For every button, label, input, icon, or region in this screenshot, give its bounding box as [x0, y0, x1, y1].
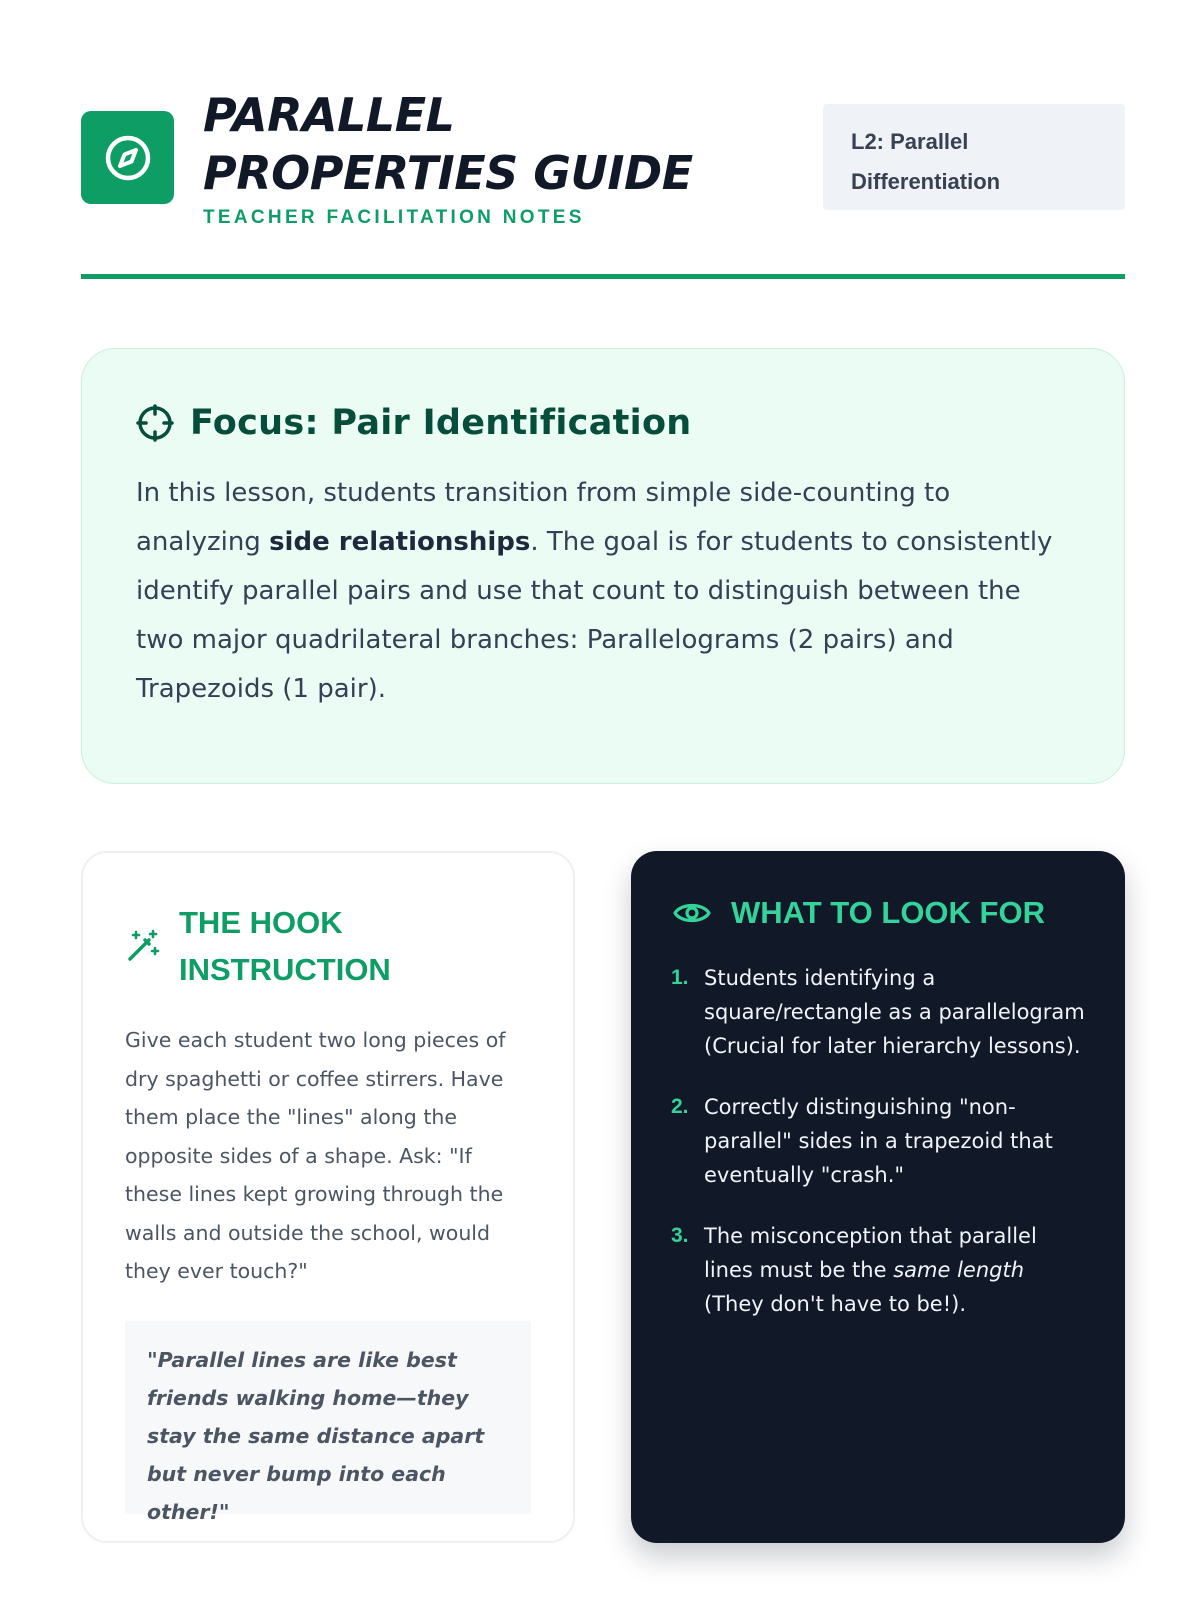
eye-icon [673, 898, 711, 928]
list-item-text: Students identifying a square/rectangle as a parallelogram (Crucial for later hierarchy lessons). [704, 966, 1085, 1058]
compass-icon [102, 132, 154, 184]
list-item-text-italic: same length [893, 1258, 1025, 1282]
page-title-line-2: PROPERTIES GUIDE [203, 146, 693, 200]
title-block [203, 86, 693, 229]
focus-text [136, 469, 1070, 714]
focus-text-part-2: . The goal is for students to consistently identify parallel pairs and use that count to distinguish between the two major quadrilateral branches: Parallelograms (2 pairs) and Trapezoids (1 pair). [136, 527, 1053, 704]
magic-wand-icon [125, 928, 161, 964]
header-divider [81, 274, 1125, 279]
lesson-badge [823, 104, 1125, 210]
list-item-number: 1. [671, 966, 689, 989]
crosshair-icon [136, 404, 174, 442]
hook-card [81, 851, 575, 1543]
list-item-number: 3. [671, 1224, 689, 1247]
list-item-text: Correctly distinguishing "non-parallel" sides in a trapezoid that eventually "crash." [704, 1095, 1053, 1187]
page-header [81, 86, 1125, 282]
hook-heading [125, 899, 531, 993]
hook-quote-text: "Parallel lines are like best friends walking home—they stay the same distance apart but never bump into each other!" [147, 1347, 485, 1524]
focus-title: Focus: Pair Identification [190, 403, 692, 443]
focus-text-bold: side relationships [269, 527, 531, 557]
lesson-badge-line-2: Differentiation [851, 169, 1001, 194]
hook-text: Give each student two long pieces of dry spaghetti or coffee stirrers. Have them place the "lines" along the opposite sides of a shape. Ask: "If these lines kept growing through the walls and outside the school, would they ever touch?" [125, 1028, 506, 1283]
focus-card [81, 348, 1125, 784]
list-item [671, 1090, 1085, 1192]
list-item [671, 1219, 1085, 1321]
look-for-list [671, 961, 1085, 1321]
list-item-number: 2. [671, 1095, 689, 1118]
focus-text-part-1: In this lesson, students transition from simple side-counting to analyzing [136, 478, 951, 557]
look-for-title: WHAT TO LOOK FOR [731, 895, 1045, 930]
list-item-text-part-2: (They don't have to be!). [704, 1292, 967, 1316]
lesson-badge-line-1: L2: Parallel [851, 129, 969, 154]
hook-title: THE HOOK INSTRUCTION [179, 905, 391, 987]
list-item [671, 961, 1085, 1063]
focus-heading [136, 403, 1070, 443]
page-subtitle: TEACHER FACILITATION NOTES [203, 207, 585, 228]
logo [81, 111, 174, 204]
list-item-text-part-1: The misconception that parallel lines must be the [704, 1224, 1037, 1282]
page-title-line-1: PARALLEL [203, 88, 455, 142]
list-item-text [704, 1219, 1085, 1321]
hook-quote [125, 1321, 531, 1524]
look-for-heading [673, 895, 1085, 931]
look-for-card [631, 851, 1125, 1543]
